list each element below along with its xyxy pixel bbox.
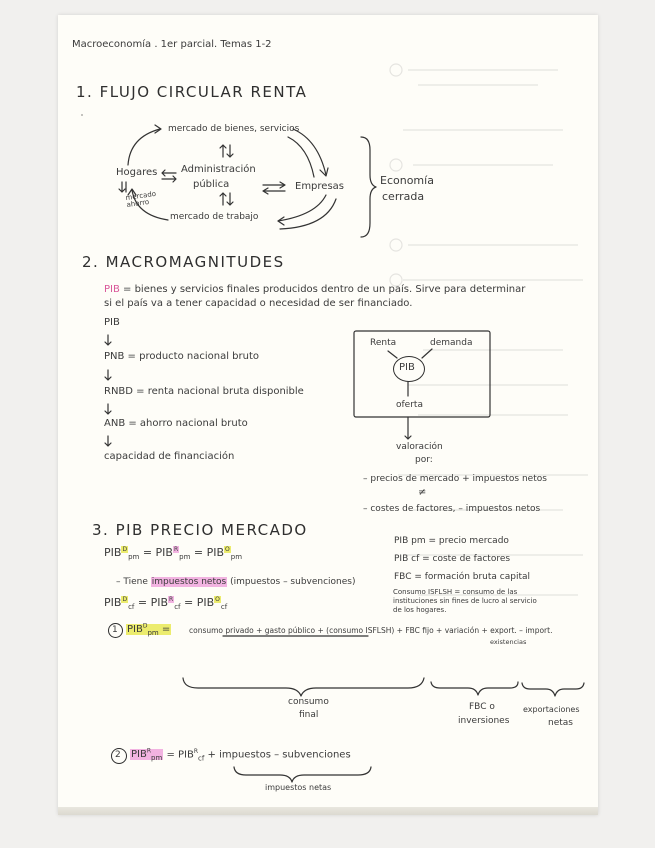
pib-box [354,331,490,417]
def-isflsh-line-3: de los hogares. [393,606,447,614]
box-demanda-label: demanda [430,338,473,348]
arrow-empresas-to-trabajo [278,195,326,221]
rnbd-definition: RNBD = renta nacional bruta disponible [104,386,304,397]
box-pib-label: PIB [399,362,415,373]
cerrada-label: cerrada [382,190,425,203]
pib-definition-line-1: PIB = bienes y servicios finales producidos dentro de un país. Sirve para determinar [104,284,526,295]
empresas-label: Empresas [295,181,344,192]
pen-strokes [58,15,598,815]
economia-label: Economía [380,174,434,187]
mercado-trabajo-label: mercado de trabajo [170,212,259,222]
inversiones-label: inversiones [458,716,510,726]
def-isflsh-line-2: instituciones sin fines de lucro al servicio [393,597,537,605]
arrow-bienes-to-empresas-inner [288,137,314,177]
capacidad-financiacion: capacidad de financiación [104,451,235,462]
brace-exportaciones [522,683,584,696]
administracion-label: Administración [181,164,256,175]
impuestos-netas-label: impuestos netas [265,783,332,792]
arrow-admin-hogares [162,170,176,182]
valoracion-arrow [405,417,411,439]
arrow-admin-up-down [220,145,233,157]
def-pib-pm: PIB pm = precio mercado [394,536,509,546]
pib-highlight: PIB [104,284,120,295]
arrow-admin-down [220,193,233,205]
precios-mercado-line: – precios de mercado + impuestos netos [363,474,547,484]
notebook-page [58,15,598,815]
pib-cf-equality: $PIB^D_{cf} = PIB^R_{cf} = PIB^O_{cf}$ [104,596,228,612]
arrow-hogares-down [119,182,126,192]
arrow-empresas-to-trabajo-inner [280,199,336,229]
exportaciones-label: exportaciones [523,705,580,714]
arrow-hogares-to-bienes [128,129,160,165]
pib-definition-line-2: si el país va a tener capacidad o necesidad de ser financiado. [104,298,413,309]
economia-cerrada-brace [361,137,376,237]
arrow-bienes-to-empresas [293,129,326,175]
section-1-title: 1. FLUJO CIRCULAR RENTA [76,83,308,101]
section-3-title: 3. PIB PRECIO MERCADO [92,521,308,539]
section-2-title: 2. MACROMAGNITUDES [82,253,285,271]
costes-factores-line: – costes de factores, – impuestos netos [363,504,541,514]
netas-label: netas [548,718,573,728]
final-label: final [299,710,319,720]
arrow-admin-empresas [263,182,285,194]
fbc-o-label: FBC o [469,702,495,712]
pnb-definition: PNB = producto nacional bruto [104,351,259,362]
brace-impuestos [234,767,371,782]
page-header: Macroeconomía . 1er parcial. Temas 1-2 [72,39,272,50]
arrow-trabajo-to-hogares [132,190,168,220]
por-label: por: [415,455,433,465]
def-isflsh-line-1: Consumo ISFLSH = consumo de las [393,588,518,596]
pib-pm-equality: $PIB^D_{pm} = PIB^R_{pm} = PIB^O_{pm}$ [104,546,243,562]
anb-definition: ANB = ahorro nacional bruto [104,418,248,429]
brace-consumo-final [183,678,424,696]
box-renta-label: Renta [370,338,397,348]
formula-2: $PIB^R_{pm} = PIB^R_{cf}$ + impuestos – subvenciones [131,748,351,763]
brace-fbc [431,682,518,695]
formula-1-lhs: $PIB^D_{pm}$ = [127,623,171,638]
formula-1-rhs: consumo privado + gasto público + (consumo ISFLSH) + FBC fijo + variación + export. – import. [189,626,553,635]
existencias-label: existencias [490,638,527,646]
mercado-bienes-label: mercado de bienes, servicios [168,124,300,134]
formula-1-number: 1 [112,625,118,635]
valoracion-label: valoración [396,442,443,452]
publica-label: pública [193,179,230,190]
def-fbc: FBC = formación bruta capital [394,572,531,582]
def-pib-cf: PIB cf = coste de factores [394,554,511,564]
mercado-ahorro-label: mercado ahorro [125,189,157,210]
not-equal-sign: ≠ [418,487,427,498]
formula-2-number: 2 [115,750,121,760]
box-oferta-label: oferta [396,400,423,410]
consumo-label: consumo [288,697,329,707]
hogares-label: Hogares [116,167,158,178]
tiene-impuestos-netos: – Tiene impuestos netos (impuestos – subvenciones) [116,577,356,587]
chain-pib: PIB [104,317,120,328]
